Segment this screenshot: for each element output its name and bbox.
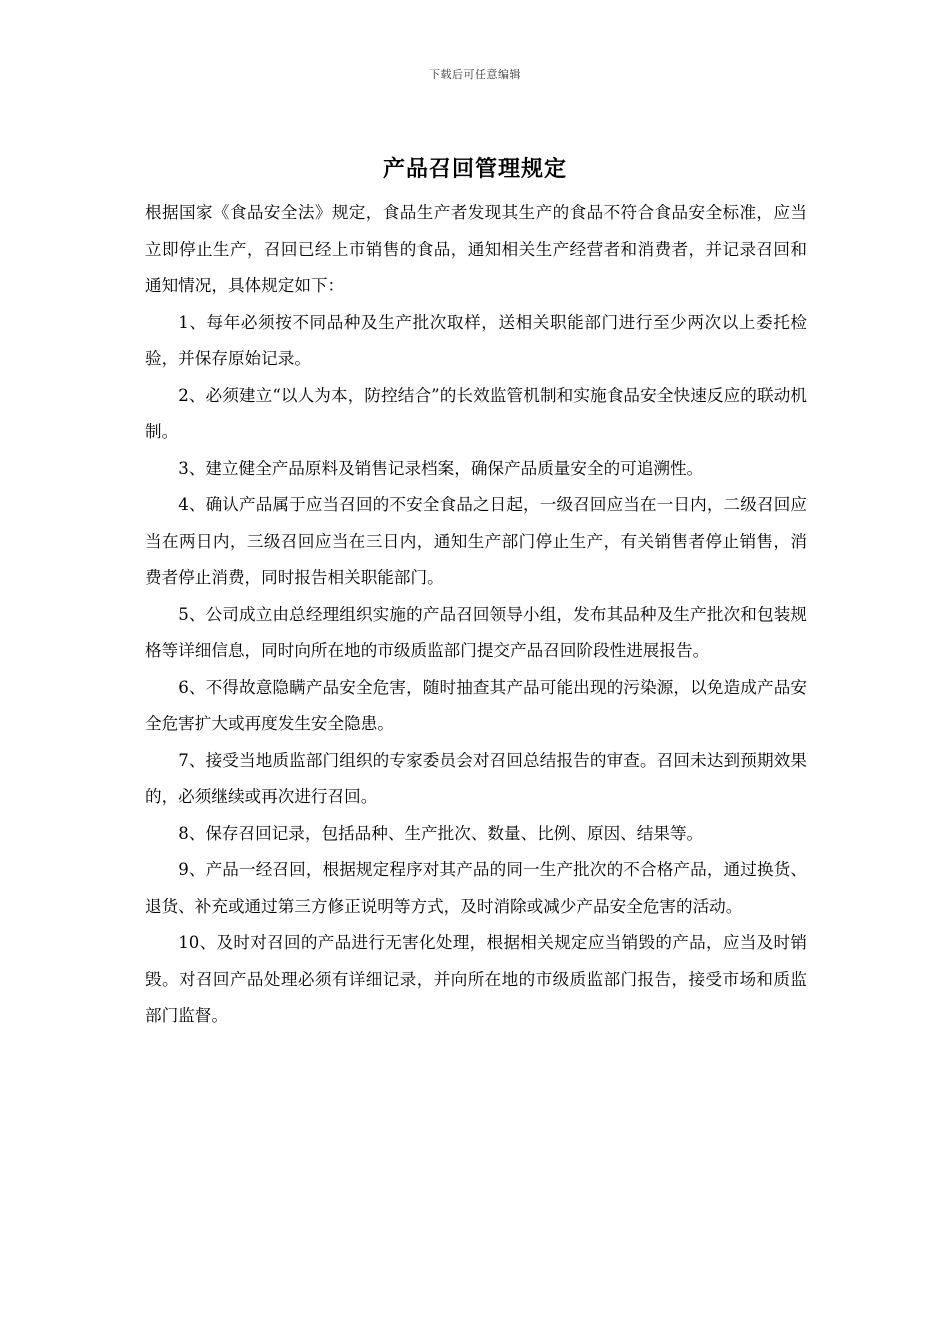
document-body bbox=[145, 195, 807, 1035]
regulation-item-3: 3、建立健全产品原料及销售记录档案，确保产品质量安全的可追溯性。 bbox=[178, 458, 704, 478]
regulation-item-2: 2、必须建立“以人为本，防控结合”的长效监管机制和实施食品安全快速反应的联动机制。 bbox=[145, 385, 807, 441]
page-header-note: 下载后可任意编辑 bbox=[429, 68, 521, 81]
regulation-item-10: 10、及时对召回的产品进行无害化处理，根据相关规定应当销毁的产品，应当及时销毁。对召回产品处理必须有详细记录，并向所在地的市级质监部门报告，接受市场和质监部门监督。 bbox=[145, 933, 807, 1025]
regulation-item-6: 6、不得故意隐瞒产品安全危害，随时抽查其产品可能出现的污染源，以免造成产品安全危害扩大或再度发生安全隐患。 bbox=[145, 677, 807, 733]
regulation-item-5: 5、公司成立由总经理组织实施的产品召回领导小组，发布其品种及生产批次和包装规格等详细信息，同时向所在地的市级质监部门提交产品召回阶段性进展报告。 bbox=[145, 604, 807, 660]
regulation-item-4: 4、确认产品属于应当召回的不安全食品之日起，一级召回应当在一日内，二级召回应当在两日内，三级召回应当在三日内，通知生产部门停止生产，有关销售者停止销售，消费者停止消费，同时报告相关职能部门。 bbox=[145, 495, 807, 587]
regulation-item-9: 9、产品一经召回，根据规定程序对其产品的同一生产批次的不合格产品，通过换货、退货、补充或通过第三方修正说明等方式，及时消除或减少产品安全危害的活动。 bbox=[145, 860, 807, 916]
document-title: 产品召回管理规定 bbox=[382, 156, 567, 182]
regulation-item-7: 7、接受当地质监部门组织的专家委员会对召回总结报告的审查。召回未达到预期效果的，必须继续或再次进行召回。 bbox=[145, 750, 807, 806]
regulation-item-8: 8、保存召回记录，包括品种、生产批次、数量、比例、原因、结果等。 bbox=[178, 823, 704, 843]
intro-paragraph: 根据国家《食品安全法》规定，食品生产者发现其生产的食品不符合食品安全标准，应当立即停止生产，召回已经上市销售的食品，通知相关生产经营者和消费者，并记录召回和通知情况，具体规定如下： bbox=[145, 203, 807, 295]
regulation-item-1: 1、每年必须按不同品种及生产批次取样，送相关职能部门进行至少两次以上委托检验，并保存原始记录。 bbox=[145, 312, 807, 368]
